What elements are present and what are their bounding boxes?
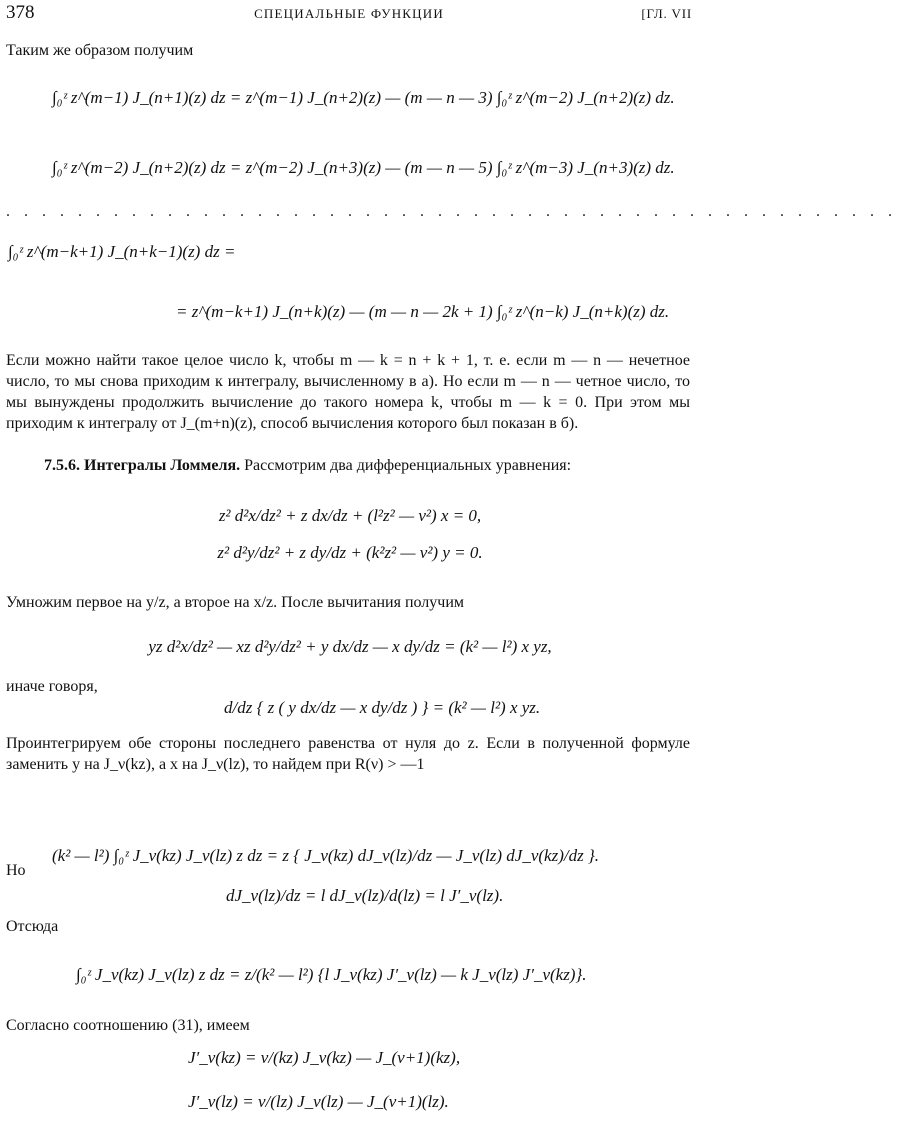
paragraph-hence: Отсюда	[6, 918, 59, 935]
equation-7: d/dz { z ( y dx/dz — x dy/dz ) } = (k² — l²) x yz.	[224, 698, 541, 717]
equation-12: J′_ν(lz) = ν/(lz) J_ν(lz) — J_(ν+1)(lz).	[188, 1092, 449, 1111]
equation-4: z² d²x/dz² + z dx/dz + (l²z² — ν²) x = 0,	[218, 506, 482, 525]
paragraph-but: Но	[6, 862, 26, 879]
section-paragraph	[6, 455, 690, 476]
chapter-label: [ГЛ. VII	[641, 6, 692, 21]
equation-2: ∫₀ᶻ z^(m−2) J_(n+2)(z) dz = z^(m−2) J_(n+3)(z) — (m — n — 5) ∫₀ᶻ z^(m−3) J_(n+3)(z) dz.	[52, 158, 675, 177]
section-heading: 7.5.6. Интегралы Ломмеля.	[44, 457, 241, 474]
paragraph-intro: Таким же образом получим	[6, 42, 194, 59]
equation-11: J′_ν(kz) = ν/(kz) J_ν(kz) — J_(ν+1)(kz),	[188, 1048, 461, 1067]
page-number: 378	[6, 2, 35, 23]
equation-3b: = z^(m−k+1) J_(n+k)(z) — (m — n — 2k + 1) ∫₀ᶻ z^(n−k) J_(n+k)(z) dz.	[176, 302, 670, 321]
equation-1: ∫₀ᶻ z^(m−1) J_(n+1)(z) dz = z^(m−1) J_(n+2)(z) — (m — n — 3) ∫₀ᶻ z^(m−2) J_(n+2)(z) dz.	[52, 88, 675, 107]
equation-3a: ∫₀ᶻ z^(m−k+1) J_(n+k−1)(z) dz =	[8, 242, 236, 261]
running-header	[6, 2, 692, 26]
ellipsis-row: . . . . . . . . . . . . . . . . . . . . . . . . . . . . . . . . . . . . . . . . . . . . . . . . . .	[6, 203, 897, 220]
paragraph-relation: Согласно соотношению (31), имеем	[6, 1017, 250, 1034]
paragraph-multiply: Умножим первое на y/z, а второе на x/z. После вычитания получим	[6, 594, 465, 611]
equation-5: z² d²y/dz² + z dy/dz + (k²z² — ν²) y = 0.	[217, 543, 483, 562]
paragraph-otherwise: иначе говоря,	[6, 678, 98, 695]
section-text: Рассмотрим два дифференциальных уравнения:	[244, 457, 572, 474]
paragraph-integrate: Проинтегрируем обе стороны последнего равенства от нуля до z. Если в полученной формуле заменить y на J_ν(kz), а x на J_ν(lz), то найдем при R(ν) > —1	[6, 735, 690, 773]
running-title: СПЕЦИАЛЬНЫЕ ФУНКЦИИ	[254, 6, 444, 21]
equation-8: (k² — l²) ∫₀ᶻ J_ν(kz) J_ν(lz) z dz = z { J_ν(kz) dJ_ν(lz)/dz — J_ν(lz) dJ_ν(kz)/dz }.	[52, 846, 600, 865]
equation-9: dJ_ν(lz)/dz = l dJ_ν(lz)/d(lz) = l J′_ν(lz).	[226, 886, 504, 905]
equation-6: yz d²x/dz² — xz d²y/dz² + y dx/dz — x dy/dz = (k² — l²) x yz,	[148, 637, 552, 656]
paragraph-parity: Если можно найти такое целое число k, чтобы m — k = n + k + 1, т. е. если m — n — нечетное число, то мы снова приходим к интегралу, вычисленному в а). Но если m — n — четное число, то мы вынуждены продолжить вычисление до такого номера k, чтобы m — k = 0. При этом мы приходим к интегралу от J_(m+n)(z), способ вычисления которого был показан в б).	[6, 352, 690, 432]
equation-10: ∫₀ᶻ J_ν(kz) J_ν(lz) z dz = z/(k² — l²) {l J_ν(kz) J′_ν(lz) — k J_ν(lz) J′_ν(kz)}.	[76, 965, 587, 984]
